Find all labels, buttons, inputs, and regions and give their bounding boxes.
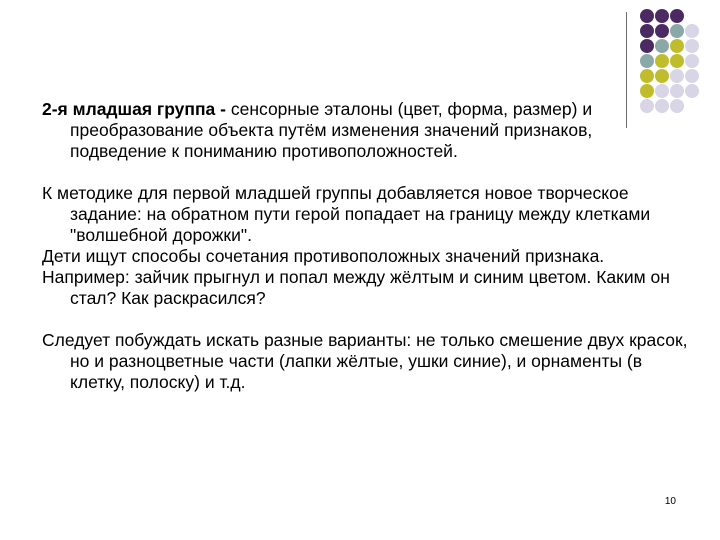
decorative-dot [640,54,654,68]
paragraph-encourage: Следует побуждать искать разные варианты: не только смешение двух красок, но и разноцветные части (лапки жёлтые, ушки синие), и орнаменты (в клетку, полоску) и т.д. [42,330,688,392]
decorative-dot [655,54,669,68]
decorative-dot [640,9,654,23]
decorative-dot [670,39,684,53]
decorative-dot [670,69,684,83]
decorative-dot [640,69,654,83]
paragraph-heading: 2-я младшая группа - [42,99,226,119]
decorative-dot [655,9,669,23]
decorative-dot [685,84,699,98]
decorative-dot [670,84,684,98]
paragraph-methodology: К методике для первой младшей группы добавляется новое творческое задание: на обратном пути герой попадает на границу между клетками "волшебной дорожки". [42,183,651,245]
decorative-dot [655,84,669,98]
decorative-dot [685,39,699,53]
decorative-dot [655,24,669,38]
decorative-dot [685,69,699,83]
slide-body [42,99,692,393]
decorative-dot [640,84,654,98]
decorative-dot [640,39,654,53]
decorative-dot [685,24,699,38]
decorative-dot [670,54,684,68]
paragraph-children-search: Дети ищут способы сочетания противоположных значений признака. [42,246,605,266]
paragraph-junior-group [42,99,692,162]
decorative-dot [640,24,654,38]
page-number: 10 [664,496,676,507]
decorative-dot [670,9,684,23]
paragraph-example: Например: зайчик прыгнул и попал между жёлтым и синим цветом. Каким он стал? Как раскрасился? [42,267,670,308]
paragraph-text: сенсорные эталоны (цвет, форма, размер) и преобразование объекта путём изменения значений признаков, подведение к пониманию противоположностей. [70,99,593,161]
decorative-dot [685,54,699,68]
decorative-dot [670,24,684,38]
decorative-dot [655,69,669,83]
decorative-dot [655,39,669,53]
